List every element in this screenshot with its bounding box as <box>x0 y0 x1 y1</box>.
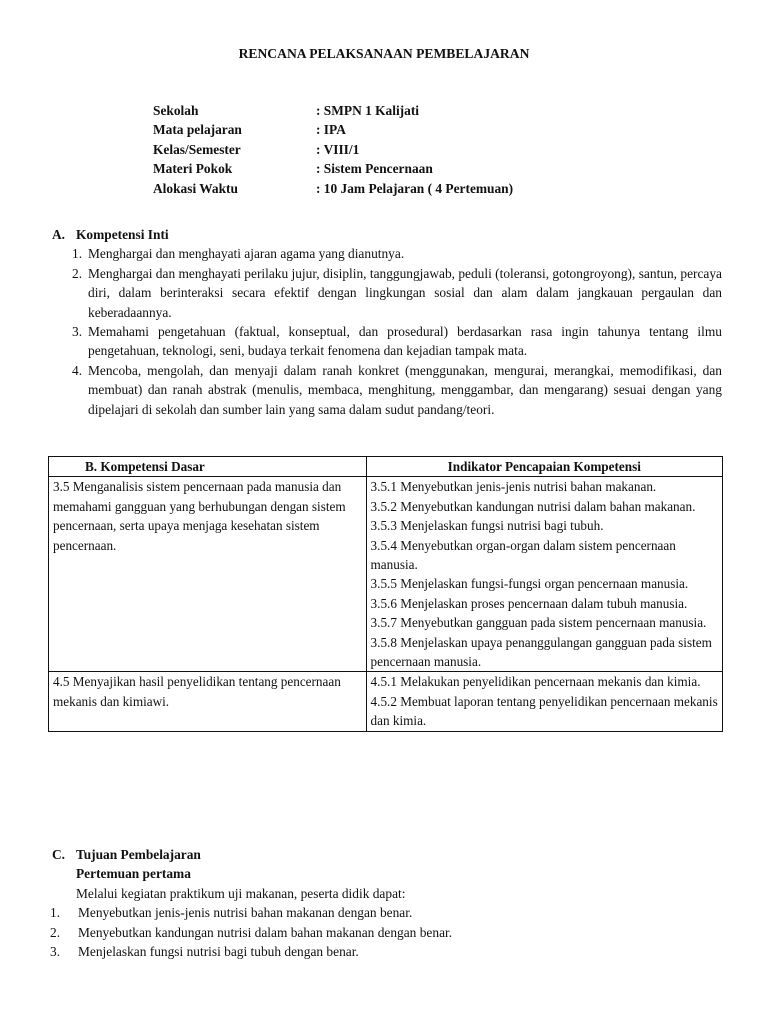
list-item <box>50 923 722 942</box>
indicator-cell <box>366 672 722 731</box>
identity-label: Materi Pokok <box>153 161 233 177</box>
section-tujuan-pembelajaran <box>52 845 722 961</box>
indicator-item: 3.5.5 Menjelaskan fungsi-fungsi organ pencernaan manusia. <box>370 576 689 592</box>
indicator-item: 3.5.2 Menyebutkan kandungan nutrisi dalam bahan makanan. <box>370 498 696 514</box>
item-number: 1. <box>72 246 83 262</box>
identity-label: Kelas/Semester <box>153 141 241 157</box>
indicator-item: 4.5.1 Melakukan penyelidikan pencernaan mekanis dan kimia. <box>370 674 701 690</box>
identity-row <box>153 101 513 120</box>
section-heading <box>52 845 722 864</box>
list-item <box>50 903 722 922</box>
identity-label: Alokasi Waktu <box>153 180 238 196</box>
item-text: Mencoba, mengolah, dan menyaji dalam ranah konkret (menggunakan, mengurai, merangkai, memodifikasi, dan membuat) dan ranah abstrak (menulis, membaca, menghitung, menggambar, dan mengarang) sesuai dengan yang dipelajari di sekolah dan sumber lain yang sama dalam sudut pandang/teori. <box>88 362 722 417</box>
indicator-item: 3.5.6 Menjelaskan proses pencernaan dalam tubuh manusia. <box>370 595 688 611</box>
document-title: RENCANA PELAKSANAAN PEMBELAJARAN <box>238 46 530 61</box>
tujuan-list <box>52 903 722 961</box>
item-text: Memahami pengetahuan (faktual, konseptual, dan prosedural) berdasarkan rasa ingin tahunya tentang ilmu pengetahuan, teknologi, seni, budaya terkait fenomena dan kejadian tampak mata. <box>88 324 722 359</box>
kompetensi-dasar-table <box>48 456 723 732</box>
item-number: 2. <box>50 924 61 940</box>
list-item <box>50 942 722 961</box>
item-number: 3. <box>50 944 61 960</box>
section-title: Tujuan Pembelajaran <box>76 847 201 862</box>
identity-value: : Sistem Pencernaan <box>316 161 433 177</box>
identity-label: Mata pelajaran <box>153 122 242 138</box>
header-kompetensi-dasar: B. Kompetensi Dasar <box>49 457 367 477</box>
item-text: Menghargai dan menghayati perilaku jujur, disiplin, tanggungjawab, peduli (toleransi, gotongroyong), santun, percaya diri, dalam berinteraksi secara efektif dengan lingkungan sosial dan alam dalam jangkauan pergaulan dan keberadaannya. <box>88 265 722 320</box>
indicator-item: 4.5.2 Membuat laporan tentang penyelidikan pencernaan mekanis dan kimia. <box>370 693 718 729</box>
identity-row <box>153 120 513 139</box>
meeting-block <box>76 864 722 903</box>
table-row <box>49 672 723 731</box>
section-letter: C. <box>52 847 66 862</box>
meeting-title: Pertemuan pertama <box>76 866 191 882</box>
list-item <box>72 361 722 419</box>
item-text: Menghargai dan menghayati ajaran agama yang dianutnya. <box>88 246 405 262</box>
indicator-item: 3.5.1 Menyebutkan jenis-jenis nutrisi bahan makanan. <box>370 479 657 495</box>
table-header-row <box>49 457 723 477</box>
section-title: Kompetensi Inti <box>76 227 169 242</box>
kd-cell: 4.5 Menyajikan hasil penyelidikan tentang pencernaan mekanis dan kimiawi. <box>49 672 367 731</box>
item-number: 2. <box>72 265 83 281</box>
identity-row <box>153 159 513 178</box>
section-kompetensi-inti <box>52 225 722 419</box>
list-item <box>72 322 722 361</box>
section-heading <box>52 225 722 244</box>
identity-row <box>153 140 513 159</box>
indicator-item: 3.5.4 Menyebutkan organ-organ dalam sistem pencernaan manusia. <box>370 537 676 573</box>
item-number: 3. <box>72 324 83 340</box>
item-text: Menyebutkan jenis-jenis nutrisi bahan makanan dengan benar. <box>78 905 413 921</box>
identity-value: : SMPN 1 Kalijati <box>316 103 420 118</box>
identity-value: : 10 Jam Pelajaran ( 4 Pertemuan) <box>316 180 514 196</box>
identity-row <box>153 179 513 198</box>
meeting-intro: Melalui kegiatan praktikum uji makanan, peserta didik dapat: <box>76 885 406 901</box>
identity-value: : VIII/1 <box>316 141 360 157</box>
item-text: Menyebutkan kandungan nutrisi dalam bahan makanan dengan benar. <box>78 924 453 940</box>
header-indikator: Indikator Pencapaian Kompetensi <box>366 457 722 477</box>
list-item <box>72 264 722 322</box>
kd-cell: 3.5 Menganalisis sistem pencernaan pada manusia dan memahami gangguan yang berhubungan dengan sistem pencernaan, serta upaya menjaga kesehatan sistem pencernaan. <box>49 477 367 672</box>
list-item <box>72 244 722 263</box>
indicator-cell <box>366 477 722 672</box>
table-row <box>49 477 723 672</box>
section-letter: A. <box>52 227 66 242</box>
indicator-item: 3.5.7 Menyebutkan gangguan pada sistem pencernaan manusia. <box>370 615 707 631</box>
kompetensi-inti-list <box>72 244 722 419</box>
identity-label: Sekolah <box>153 103 199 118</box>
indicator-item: 3.5.3 Menjelaskan fungsi nutrisi bagi tubuh. <box>370 518 604 534</box>
item-number: 4. <box>72 362 83 378</box>
identity-value: : IPA <box>316 122 346 138</box>
identity-block <box>153 101 513 198</box>
item-number: 1. <box>50 905 61 921</box>
indicator-item: 3.5.8 Menjelaskan upaya penanggulangan gangguan pada sistem pencernaan manusia. <box>370 634 712 670</box>
item-text: Menjelaskan fungsi nutrisi bagi tubuh dengan benar. <box>78 944 359 960</box>
